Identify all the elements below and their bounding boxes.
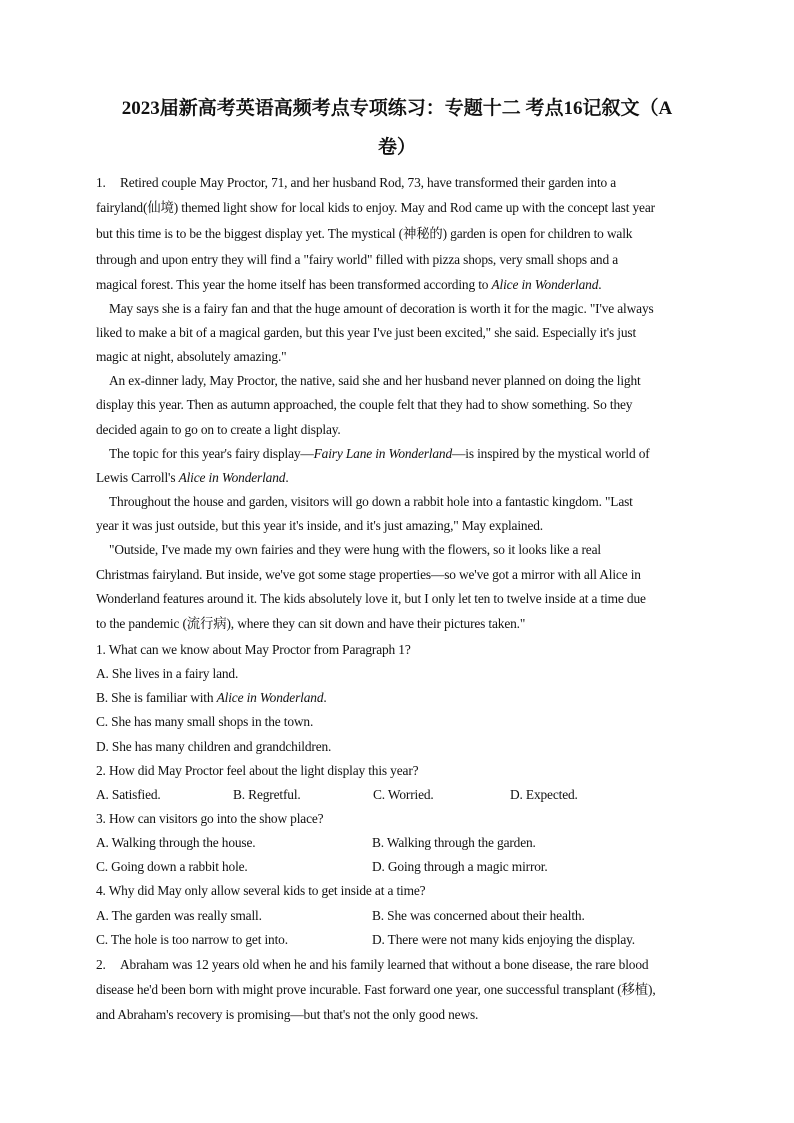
option-a: A. The garden was really small. (96, 908, 262, 923)
option-b: B. Walking through the garden. (372, 835, 536, 850)
passage-1-line: through and upon entry they will find a "fairy world" filled with pizza shops, very small shops and a (96, 252, 618, 267)
document-title-line-1: 2023届新高考英语高频考点专项练习：专题十二 考点16记叙文（A (121, 98, 673, 119)
passage-1-line: magic at night, absolutely amazing." (96, 349, 287, 364)
book-title: Alice in Wonderland (491, 277, 599, 292)
passage-1-line: Wonderland features around it. The kids absolutely love it, but I only let ten to twelve inside at a time due (96, 591, 646, 606)
option-c: C. She has many small shops in the town. (96, 714, 314, 729)
display-title: Fairy Lane in Wonderland (313, 446, 453, 461)
passage-1-line: 1. Retired couple May Proctor, 71, and her husband Rod, 73, have transformed their garden into a (96, 175, 617, 190)
passage-1-line: fairyland(仙境) themed light show for local kids to enjoy. May and Rod came up with the concept last year (96, 200, 655, 215)
book-title: Alice in Wonderland (216, 690, 324, 705)
option-a: A. Walking through the house. (96, 835, 256, 850)
option-a: A. Satisfied. (96, 787, 161, 802)
passage-1-line: An ex-dinner lady, May Proctor, the native, said she and her husband never planned on doing the light (109, 373, 641, 388)
passage-number: 1. (96, 175, 106, 190)
book-title: Alice in Wonderland (178, 470, 286, 485)
option-c: C. Worried. (373, 787, 434, 802)
passage-1-line: year it was just outside, but this year it's inside, and it's just amazing," May explained. (96, 518, 544, 533)
passage-1-line: but this time is to be the biggest display yet. The mystical (神秘的) garden is open for children to walk (96, 226, 633, 241)
passage-1-line: magical forest. This year the home itself has been transformed according to Alice in Wonderland. (96, 277, 602, 292)
option-d: D. There were not many kids enjoying the display. (372, 932, 636, 947)
question-stem: 3. How can visitors go into the show place? (96, 811, 324, 826)
option-d: D. Expected. (510, 787, 578, 802)
passage-1-line: May says she is a fairy fan and that the huge amount of decoration is worth it for the magic. "I've always (109, 301, 654, 316)
option-d: D. Going through a magic mirror. (372, 859, 548, 874)
option-c: C. The hole is too narrow to get into. (96, 932, 288, 947)
question-stem: 4. Why did May only allow several kids to get inside at a time? (96, 883, 426, 898)
option-c: C. Going down a rabbit hole. (96, 859, 248, 874)
passage-2-line: disease he'd been born with might prove incurable. Fast forward one year, one successful transplant (移植), (96, 982, 656, 997)
document-title-line-2: 卷） (377, 137, 416, 158)
passage-1-line: Throughout the house and garden, visitors will go down a rabbit hole into a fantastic kingdom. "Last (109, 494, 633, 509)
passage-1-line: display this year. Then as autumn approached, the couple felt that they had to show something. So they (96, 397, 633, 412)
passage-2-line: and Abraham's recovery is promising—but that's not the only good news. (96, 1007, 479, 1022)
passage-2-line: 2. Abraham was 12 years old when he and his family learned that without a bone disease, the rare blood (96, 957, 649, 972)
passage-1-line: to the pandemic (流行病), where they can sit down and have their pictures taken." (96, 616, 526, 631)
passage-1-line: "Outside, I've made my own fairies and they were hung with the flowers, so it looks like a real (109, 542, 601, 557)
option-b: B. Regretful. (233, 787, 301, 802)
option-b: B. She is familiar with Alice in Wonderland. (96, 690, 327, 705)
option-a: A. She lives in a fairy land. (96, 666, 239, 681)
passage-1-line: The topic for this year's fairy display—Fairy Lane in Wonderland—is inspired by the mystical world of (109, 446, 650, 461)
passage-number: 2. (96, 957, 106, 972)
passage-1-line: Lewis Carroll's Alice in Wonderland. (96, 470, 289, 485)
question-stem: 1. What can we know about May Proctor from Paragraph 1? (96, 642, 411, 657)
option-b: B. She was concerned about their health. (372, 908, 585, 923)
passage-1-line: decided again to go on to create a light display. (96, 422, 341, 437)
passage-1-line: liked to make a bit of a magical garden, but this year I've just been excited," she said. Especially it's just (96, 325, 637, 340)
option-d: D. She has many children and grandchildren. (96, 739, 332, 754)
question-stem: 2. How did May Proctor feel about the light display this year? (96, 763, 419, 778)
passage-1-line: Christmas fairyland. But inside, we've got some stage properties—so we've got a mirror with all Alice in (96, 567, 641, 582)
